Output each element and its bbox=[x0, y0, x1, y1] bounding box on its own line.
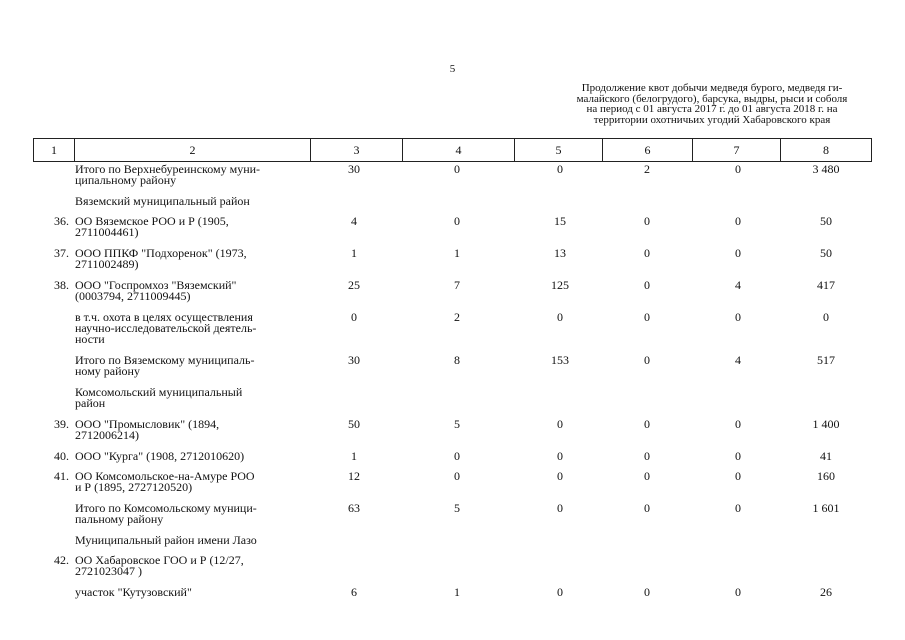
cell-col7: 0 bbox=[735, 246, 741, 260]
row-name: Итого по Вяземскому муниципаль- ному району bbox=[75, 353, 255, 378]
column-header: 1 bbox=[51, 143, 57, 157]
cell-col3: 6 bbox=[351, 585, 357, 599]
cell-col3: 0 bbox=[351, 310, 357, 324]
cell-col7: 0 bbox=[735, 214, 741, 228]
row-name: Комсомольский муниципальный район bbox=[75, 385, 243, 410]
row-number: 37. bbox=[54, 246, 69, 260]
column-header: 6 bbox=[602, 139, 692, 161]
cell-col6: 2 bbox=[644, 162, 650, 176]
cell-col4: 0 bbox=[454, 214, 460, 228]
cell-col5: 125 bbox=[551, 278, 569, 292]
cell-col6: 0 bbox=[644, 214, 650, 228]
cell-col4: 7 bbox=[454, 278, 460, 292]
row-number: 36. bbox=[54, 214, 69, 228]
cell-col4: 0 bbox=[454, 469, 460, 483]
cell-col6: 0 bbox=[644, 449, 650, 463]
table-row bbox=[33, 385, 872, 417]
table-body bbox=[33, 162, 872, 605]
cell-col7: 0 bbox=[735, 162, 741, 176]
row-name: ОО Вяземское РОО и Р (1905, 2711004461) bbox=[75, 214, 229, 239]
cell-col5: 0 bbox=[557, 162, 563, 176]
cell-col5: 0 bbox=[557, 501, 563, 515]
row-name: Муниципальный район имени Лазо bbox=[75, 533, 257, 547]
cell-col3: 30 bbox=[348, 353, 360, 367]
table-row bbox=[33, 310, 872, 353]
cell-col3: 1 bbox=[351, 449, 357, 463]
cell-col3: 30 bbox=[348, 162, 360, 176]
cell-col7: 0 bbox=[735, 585, 741, 599]
row-number: 38. bbox=[54, 278, 69, 292]
page-number: 5 bbox=[449, 63, 456, 75]
cell-col8: 50 bbox=[820, 214, 832, 228]
cell-col7: 0 bbox=[735, 449, 741, 463]
table-row bbox=[33, 194, 872, 214]
row-number: 42. bbox=[54, 553, 69, 567]
row-name: Итого по Комсомольскому муници- пальному району bbox=[75, 501, 257, 526]
cell-col6: 0 bbox=[644, 417, 650, 431]
cell-col8: 1 601 bbox=[812, 501, 840, 515]
cell-col5: 13 bbox=[554, 246, 566, 260]
table-caption bbox=[548, 83, 876, 125]
row-name: ОО Комсомольское-на-Амуре РОО и Р (1895, 2727120520) bbox=[75, 469, 255, 494]
row-name: ООО "Курга" (1908, 2712010620) bbox=[75, 449, 245, 463]
row-name: участок "Кутузовский" bbox=[75, 585, 192, 599]
cell-col7: 4 bbox=[735, 278, 741, 292]
cell-col8: 0 bbox=[823, 310, 829, 324]
row-number: 41. bbox=[54, 469, 69, 483]
cell-col6: 0 bbox=[644, 501, 650, 515]
table-row bbox=[33, 469, 872, 501]
column-header: 8 bbox=[780, 139, 871, 161]
table-row bbox=[33, 246, 872, 278]
caption-line: малайского (белогрудого), барсука, выдры, рыси и соболя bbox=[576, 92, 848, 105]
cell-col8: 417 bbox=[817, 278, 835, 292]
cell-col3: 50 bbox=[348, 417, 360, 431]
cell-col8: 50 bbox=[820, 246, 832, 260]
caption-line: Продолжение квот добычи медведя бурого, медведя ги- bbox=[581, 82, 843, 94]
table-row bbox=[33, 553, 872, 585]
cell-col5: 0 bbox=[557, 417, 563, 431]
table-header-row bbox=[33, 138, 872, 162]
cell-col3: 1 bbox=[351, 246, 357, 260]
column-header: 2 bbox=[74, 139, 310, 161]
cell-col7: 0 bbox=[735, 417, 741, 431]
table-row bbox=[33, 417, 872, 449]
caption-line: на период с 01 августа 2017 г. до 01 августа 2018 г. на bbox=[586, 103, 838, 115]
cell-col4: 5 bbox=[454, 417, 460, 431]
cell-col5: 0 bbox=[557, 310, 563, 324]
table-row bbox=[33, 353, 872, 385]
cell-col7: 0 bbox=[735, 469, 741, 483]
table-row bbox=[33, 162, 872, 194]
table-row bbox=[33, 214, 872, 246]
cell-col7: 0 bbox=[735, 501, 741, 515]
row-number: 40. bbox=[54, 449, 69, 463]
cell-col5: 15 bbox=[554, 214, 566, 228]
cell-col8: 517 bbox=[817, 353, 835, 367]
cell-col6: 0 bbox=[644, 353, 650, 367]
cell-col8: 160 bbox=[817, 469, 835, 483]
cell-col5: 0 bbox=[557, 469, 563, 483]
cell-col7: 4 bbox=[735, 353, 741, 367]
cell-col6: 0 bbox=[644, 469, 650, 483]
row-name: в т.ч. охота в целях осуществления научно-исследовательской деятель- ности bbox=[75, 310, 257, 346]
cell-col5: 0 bbox=[557, 449, 563, 463]
cell-col3: 25 bbox=[348, 278, 360, 292]
row-name: ООО "Госпромхоз "Вяземский" (0003794, 2711009445) bbox=[75, 278, 237, 303]
row-name: ООО "Промысловик" (1894, 2712006214) bbox=[75, 417, 220, 442]
column-header: 7 bbox=[692, 139, 780, 161]
cell-col4: 5 bbox=[454, 501, 460, 515]
table-row bbox=[33, 585, 872, 605]
row-name: ООО ППКФ "Подхоренок" (1973, 2711002489) bbox=[75, 246, 247, 271]
column-header: 5 bbox=[514, 139, 602, 161]
cell-col5: 153 bbox=[551, 353, 569, 367]
cell-col7: 0 bbox=[735, 310, 741, 324]
row-name: ОО Хабаровское ГОО и Р (12/27, 2721023047 ) bbox=[75, 553, 244, 578]
cell-col4: 1 bbox=[454, 246, 460, 260]
table-row bbox=[33, 278, 872, 310]
cell-col8: 41 bbox=[820, 449, 832, 463]
cell-col6: 0 bbox=[644, 585, 650, 599]
cell-col3: 12 bbox=[348, 469, 360, 483]
cell-col4: 2 bbox=[454, 310, 460, 324]
cell-col6: 0 bbox=[644, 278, 650, 292]
cell-col4: 0 bbox=[454, 449, 460, 463]
column-header: 3 bbox=[310, 139, 402, 161]
cell-col8: 3 480 bbox=[812, 162, 840, 176]
row-name: Итого по Верхнебуреинскому муни- ципальному району bbox=[75, 162, 261, 187]
cell-col3: 63 bbox=[348, 501, 360, 515]
cell-col4: 8 bbox=[454, 353, 460, 367]
table-row bbox=[33, 449, 872, 469]
column-header: 4 bbox=[402, 139, 514, 161]
table-row bbox=[33, 501, 872, 533]
cell-col4: 1 bbox=[454, 585, 460, 599]
row-name: Вяземский муниципальный район bbox=[75, 194, 250, 208]
cell-col6: 0 bbox=[644, 310, 650, 324]
caption-line: территории охотничьих угодий Хабаровского края bbox=[593, 113, 831, 126]
cell-col4: 0 bbox=[454, 162, 460, 176]
cell-col5: 0 bbox=[557, 585, 563, 599]
cell-col3: 4 bbox=[351, 214, 357, 228]
row-number: 39. bbox=[54, 417, 69, 431]
cell-col6: 0 bbox=[644, 246, 650, 260]
table-row bbox=[33, 533, 872, 553]
cell-col8: 1 400 bbox=[812, 417, 840, 431]
cell-col8: 26 bbox=[820, 585, 832, 599]
